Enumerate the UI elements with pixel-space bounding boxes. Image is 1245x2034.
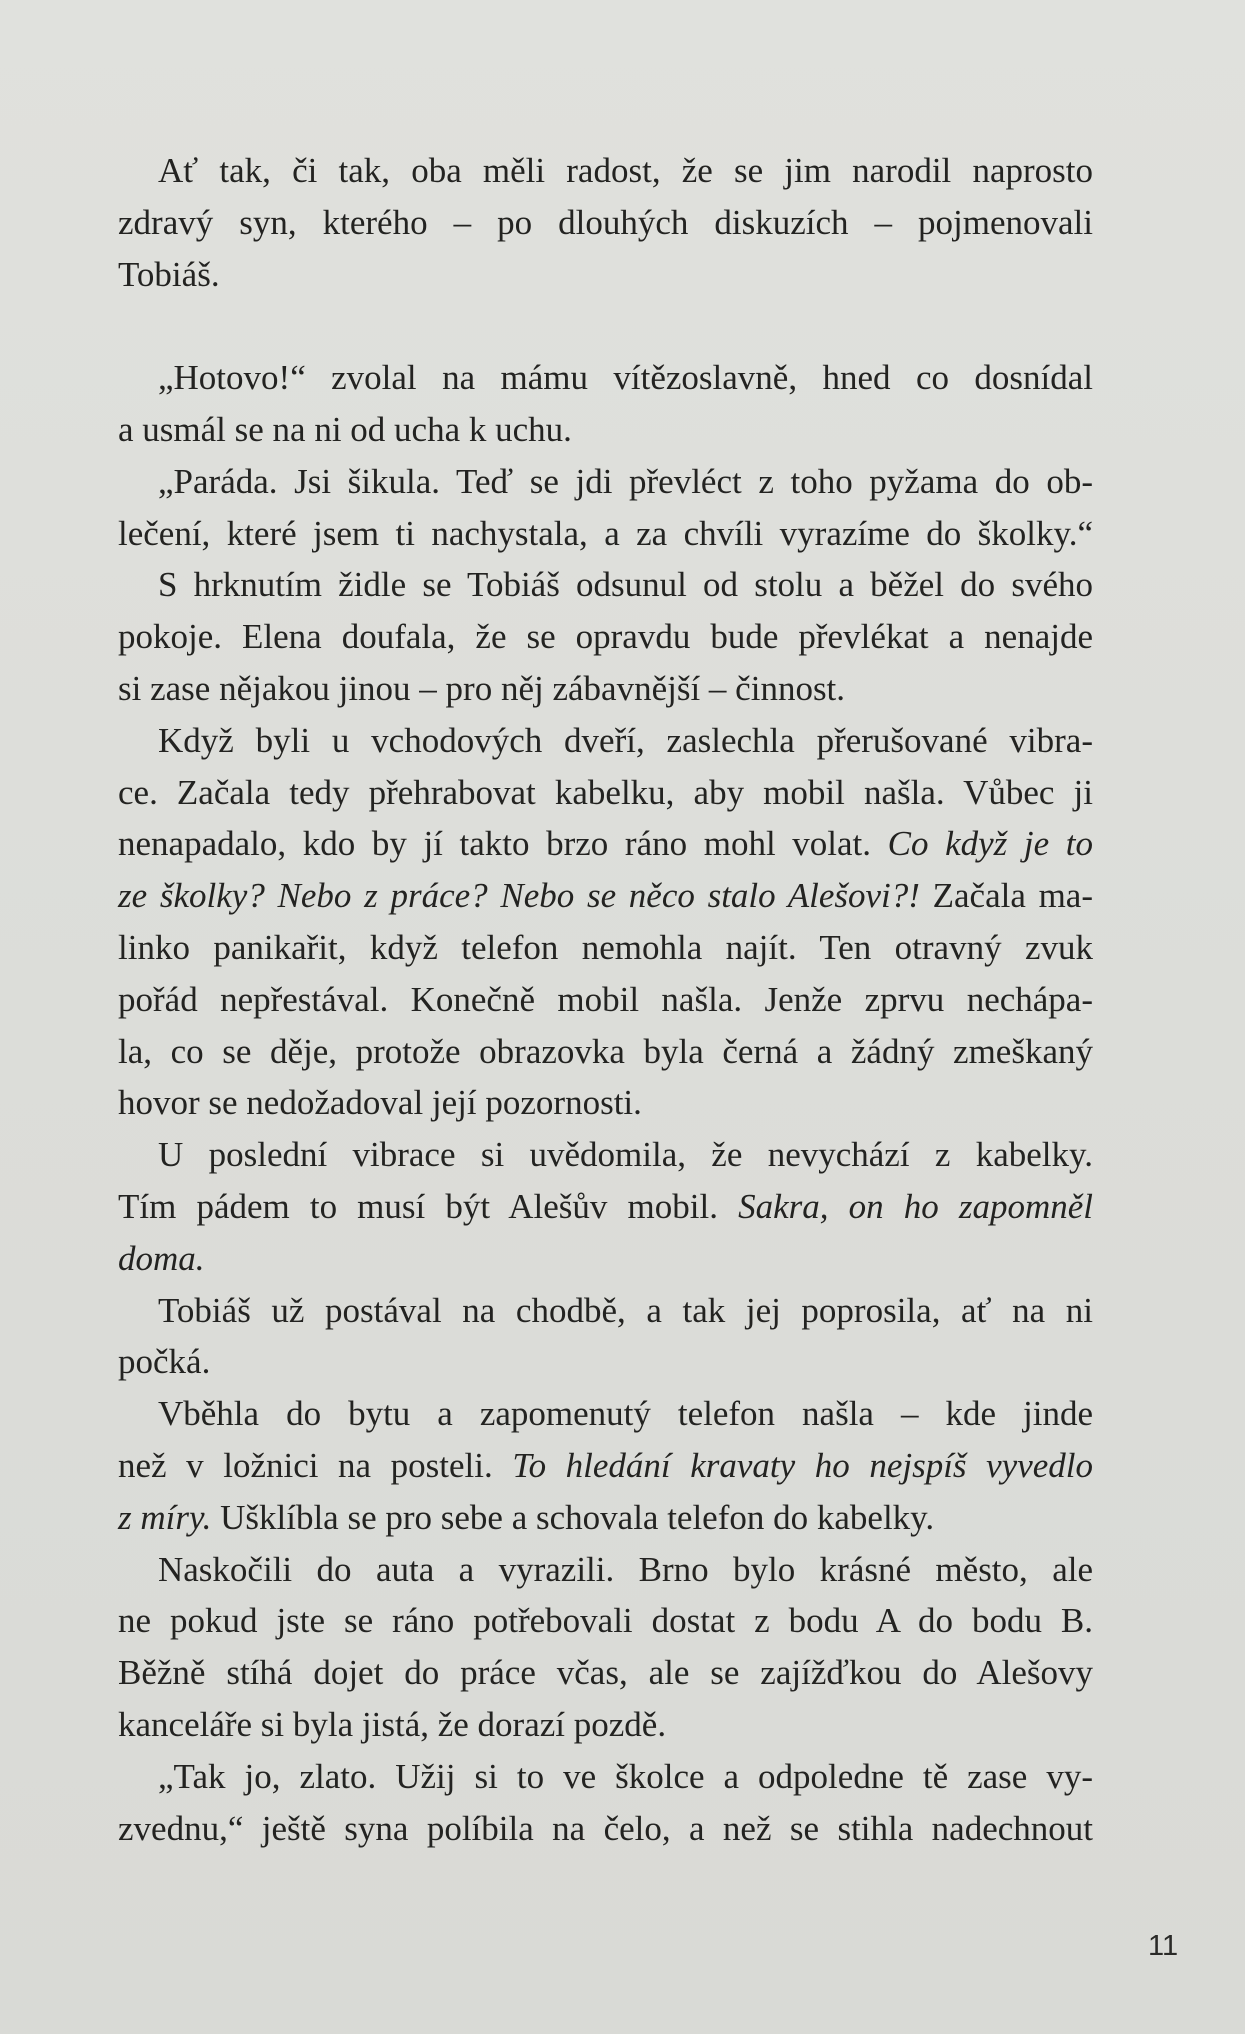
text-span: Co když je to (887, 824, 1093, 864)
text-line (118, 1026, 1093, 1078)
text-span: ne pokud jste se ráno potřebovali dostat z bodu A do bodu B. (118, 1601, 1093, 1641)
text-line (118, 1388, 1093, 1440)
text-line (118, 922, 1093, 974)
text-line (118, 1595, 1093, 1647)
text-span: Tobiáš už postával na chodbě, a tak jej poprosila, ať na ni (158, 1290, 1093, 1330)
text-line (118, 1336, 1093, 1388)
text-line (118, 818, 1093, 870)
text-line (118, 1751, 1093, 1803)
text-line (118, 1285, 1093, 1337)
text-line (118, 404, 1093, 456)
text-line (118, 715, 1093, 767)
text-span: zvednu,“ ještě syna políbila na čelo, a než se stihla nadechnout (118, 1808, 1093, 1848)
text-span: Ušklíbla se pro sebe a schovala telefon do kabelky. (211, 1497, 935, 1537)
text-span: Běžně stíhá dojet do práce včas, ale se zajížďkou do Alešovy (118, 1653, 1093, 1693)
text-span: lečení, které jsem ti nachystala, a za chvíli vyrazíme do školky.“ (118, 513, 1093, 553)
text-span: počká. (118, 1342, 211, 1382)
text-span: než v ložnici na posteli. (118, 1445, 513, 1485)
text-span: z míry. (118, 1497, 212, 1537)
text-line (118, 1077, 1093, 1129)
text-span: „Hotovo!“ zvolal na mámu vítězoslavně, hned co dosnídal (158, 358, 1093, 398)
text-span: nenapadalo, kdo by jí takto brzo ráno mohl volat. (118, 824, 888, 864)
text-line (118, 1233, 1093, 1285)
text-line (118, 1492, 1093, 1544)
text-line (118, 870, 1093, 922)
text-line (118, 508, 1093, 560)
text-span: ce. Začala tedy přehrabovat kabelku, aby mobil našla. Vůbec ji (118, 772, 1093, 812)
text-line (118, 352, 1093, 404)
text-span: S hrknutím židle se Tobiáš odsunul od stolu a běžel do svého (158, 565, 1093, 605)
text-line (118, 1647, 1093, 1699)
text-line (118, 1803, 1093, 1855)
text-line (118, 767, 1093, 819)
page-number: 11 (1148, 1930, 1179, 1962)
text-span: Tím pádem to musí být Alešův mobil. (118, 1186, 739, 1226)
text-span: Tobiáš. (118, 254, 220, 294)
text-span: U poslední vibrace si uvědomila, že nevychází z kabelky. (158, 1135, 1093, 1175)
text-line (118, 1699, 1093, 1751)
paragraph-gap (118, 300, 1093, 352)
text-line (118, 1544, 1093, 1596)
text-span: kanceláře si byla jistá, že dorazí pozdě. (118, 1704, 667, 1744)
text-line (118, 611, 1093, 663)
text-span: doma. (118, 1238, 205, 1278)
text-span: Sakra, on ho zapomněl (738, 1186, 1093, 1226)
text-span: la, co se děje, protože obrazovka byla černá a žádný zmeškaný (118, 1031, 1093, 1071)
text-span: To hledání kravaty ho nejspíš vyvedlo (512, 1445, 1093, 1485)
text-span: linko panikařit, když telefon nemohla najít. Ten otravný zvuk (118, 927, 1093, 967)
text-span: zdravý syn, kterého – po dlouhých diskuzích – pojmenovali (118, 202, 1093, 242)
text-span: si zase nějakou jinou – pro něj zábavnější – činnost. (118, 668, 846, 708)
text-span: a usmál se na ni od ucha k uchu. (118, 409, 572, 449)
text-span: hovor se nedožadoval její pozornosti. (118, 1083, 642, 1123)
text-line (118, 456, 1093, 508)
text-line (118, 1129, 1093, 1181)
text-line (118, 249, 1093, 301)
text-line (118, 663, 1093, 715)
text-line (118, 1181, 1093, 1233)
text-span: Když byli u vchodových dveří, zaslechla přerušované vibra- (158, 720, 1093, 760)
text-span: „Paráda. Jsi šikula. Teď se jdi převléct z toho pyžama do ob- (158, 461, 1093, 501)
text-span: pořád nepřestával. Konečně mobil našla. Jenže zprvu nechápa- (118, 979, 1093, 1019)
text-line (118, 1440, 1093, 1492)
text-line (118, 145, 1093, 197)
text-span: Naskočili do auta a vyrazili. Brno bylo krásné město, ale (158, 1549, 1093, 1589)
text-span: Ať tak, či tak, oba měli radost, že se jim narodil naprosto (158, 151, 1093, 190)
text-line (118, 974, 1093, 1026)
text-span: Začala ma- (919, 876, 1094, 916)
text-span: Vběhla do bytu a zapomenutý telefon našla – kde jinde (158, 1394, 1093, 1434)
body-text (118, 145, 1093, 1854)
text-span: ze školky? Nebo z práce? Nebo se něco stalo Alešovi?! (118, 876, 920, 916)
text-span: pokoje. Elena doufala, že se opravdu bude převlékat a nenajde (118, 617, 1093, 657)
text-line (118, 197, 1093, 249)
text-line (118, 559, 1093, 611)
text-span: „Tak jo, zlato. Užij si to ve školce a odpoledne tě zase vy- (158, 1756, 1093, 1796)
